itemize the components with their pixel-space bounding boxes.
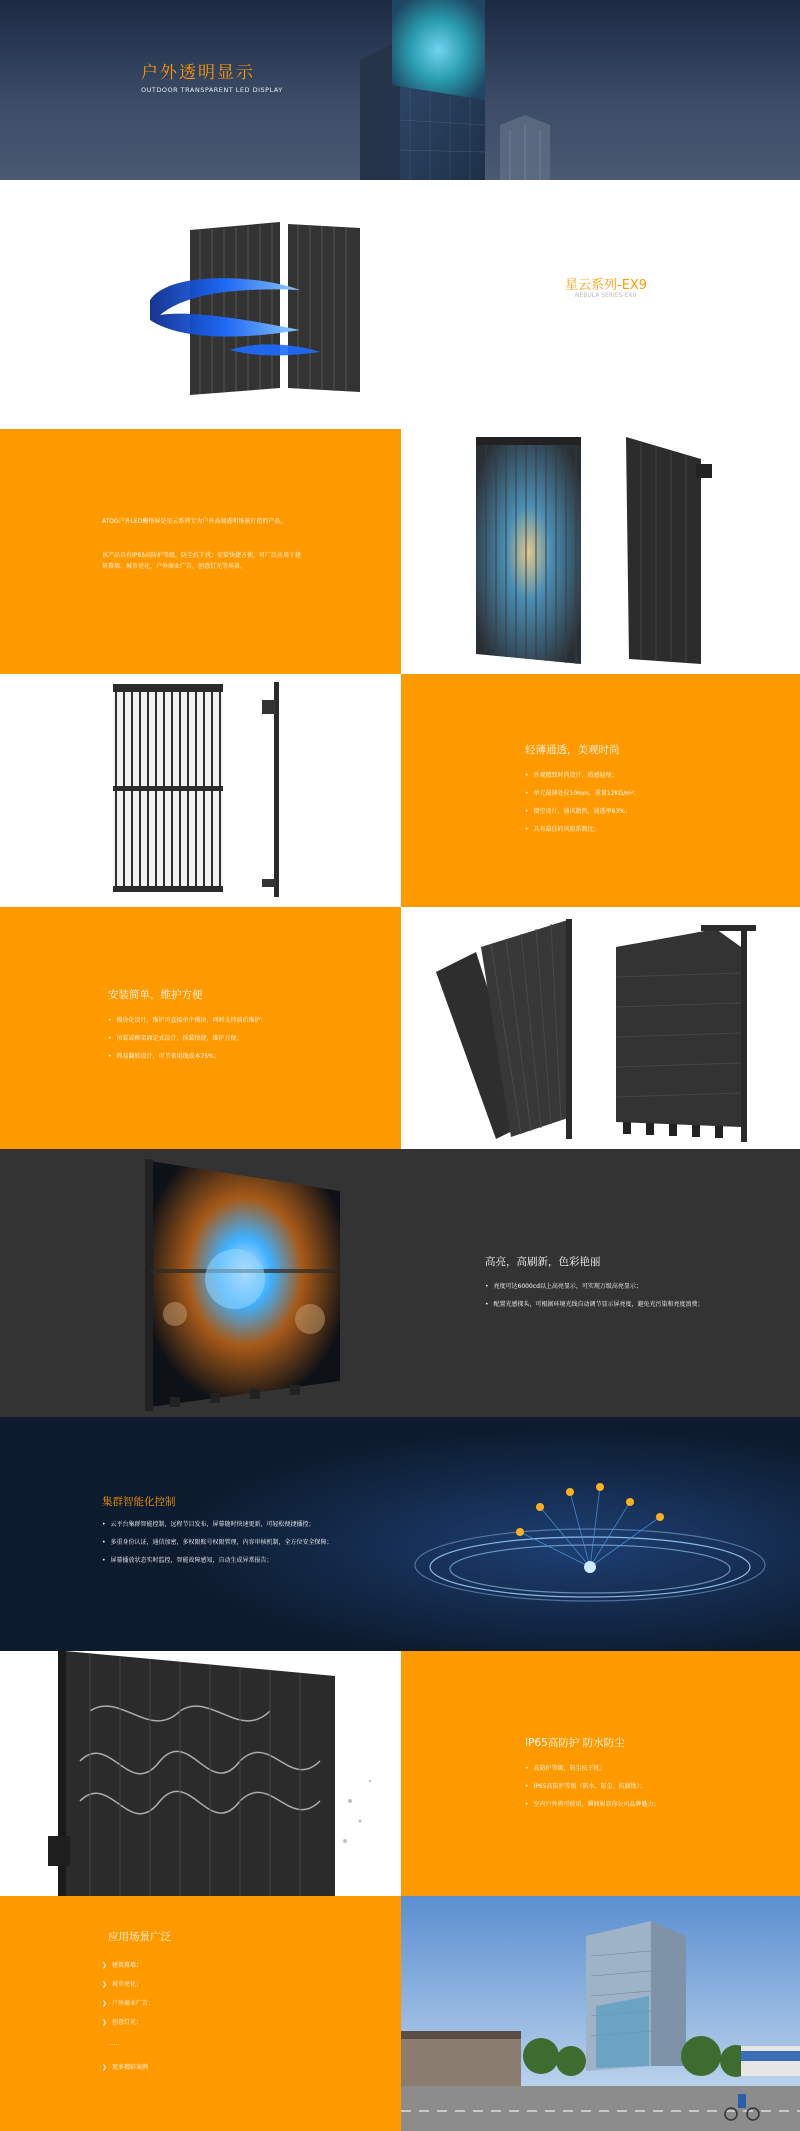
airflow-title: 轻薄通透，美观时尚 [525,744,620,756]
install-title: 安装简单，维护方便 [108,989,203,1001]
airflow-section [0,674,800,907]
brightness-feature-list [485,1281,704,1317]
series-section [0,180,800,429]
cloud-control-section [0,1417,800,1651]
list-item: • 具有最佳的风阻系数比； [525,824,639,842]
apps-text-panel [0,1896,401,2131]
hero-subtitle: OUTDOOR TRANSPARENT LED DISPLAY [141,86,283,94]
series-title: 星云系列-EX9 [565,278,648,293]
list-item: • 屏幕播放状态实时监控，智能故障感知，自动生成异常报告； [102,1555,333,1573]
hero-banner [0,0,800,180]
led-grille-side-icon [0,674,401,907]
applications-section [0,1896,800,2131]
chevron-right-icon: ❯ [102,2064,108,2071]
led-panel-swirl-icon [0,180,400,429]
list-item: • 单元最薄处仅10mm，重量12KG/m²； [525,788,639,806]
led-panel-hinge-icon [401,907,800,1149]
apps-image-panel [401,1896,800,2131]
brightness-section [0,1149,800,1417]
list-item: ❯ 创意灯光； [102,2017,154,2036]
water-splash-panel-icon [0,1651,401,1896]
apps-list [102,1960,154,2036]
street-building-photo-icon [401,1896,800,2131]
install-image-panel [401,907,800,1149]
list-item: • 吊装或框架固定式设计，拆装快捷，维护方便； [108,1033,267,1051]
airflow-image-panel [0,674,401,907]
list-item: ❯ 建筑幕墙； [102,1960,154,1979]
apps-divider: ...... [108,2040,120,2047]
install-section [0,907,800,1149]
list-item: • 高防护等级，防尘抗干扰； [525,1763,660,1781]
cloud-title: 集群智能化控制 [102,1496,176,1508]
list-item: • 云平台集群智能控制，远程节目发布，屏幕随时快速更新，可轻松便捷播控； [102,1519,333,1537]
list-item: • 模块化设计，维护可直接单个模块，同时支持前后维护； [108,1015,267,1033]
list-item: ❯ 城市亮化； [102,1979,154,1998]
list-item: • 配置光感探头，可根据环境光线自动调节显示屏亮度，避免光污染和亮度浪费； [485,1299,704,1317]
intro-paragraph-2: 该产品具有IP65高防护等级，防尘抗干扰；安装快捷方便，可广泛应用于建筑幕墙、城市亮化、户外商业广告、创意灯光等场景。 [102,552,302,570]
intro-section [0,429,800,674]
intro-paragraph-1: ATOG户外LED栅格屏是星云系列专为户外高端透明场景打造的产品。 [102,518,287,525]
apps-title: 应用场景广泛 [108,1931,171,1943]
ip65-text-panel [401,1651,800,1896]
airflow-feature-list [525,770,639,842]
list-item: • 简易翻转设计，可节省用线成本75%； [108,1051,267,1069]
more-cases-label: 更多精彩案例 [112,2064,149,2071]
led-flower-display-icon [0,1149,400,1417]
list-item: • 亮度可达6000cd以上高亮显示，可实现万级高亮显示； [485,1281,704,1299]
list-item: ❯ 户外商业广告； [102,1998,154,2017]
led-panel-front-back-icon [401,429,800,674]
series-subtitle: NEBULA SERIES-EX9 [575,292,637,299]
ip65-title: IP65高防护 防水防尘 [525,1737,625,1749]
ip65-feature-list [525,1763,660,1817]
intro-image-panel [401,429,800,674]
list-item: • 多重身份认证，通信加密，多权限账号权限管理，内容审核机制，全方位安全保障； [102,1537,333,1555]
intro-text-panel [0,429,401,674]
ip65-section [0,1651,800,1896]
list-item: • 镂空设计，通风散热，通透率63%； [525,806,639,824]
hero-skyline-icon [0,0,800,180]
install-feature-list [108,1015,267,1069]
list-item: • IP65高防护等级（防水、防尘、抗腐蚀）； [525,1781,660,1799]
hero-title: 户外透明显示 [141,63,255,83]
cloud-feature-list [102,1519,333,1573]
list-item: • 室内户外皆可使用，瞬间彰显你公司品牌魅力； [525,1799,660,1817]
airflow-text-panel [401,674,800,907]
more-cases-link[interactable] [102,2062,148,2071]
install-text-panel [0,907,401,1149]
brightness-title: 高亮，高刷新，色彩艳丽 [485,1256,601,1268]
ip65-image-panel [0,1651,401,1896]
list-item: • 外观精致时尚设计，质感轻便； [525,770,639,788]
